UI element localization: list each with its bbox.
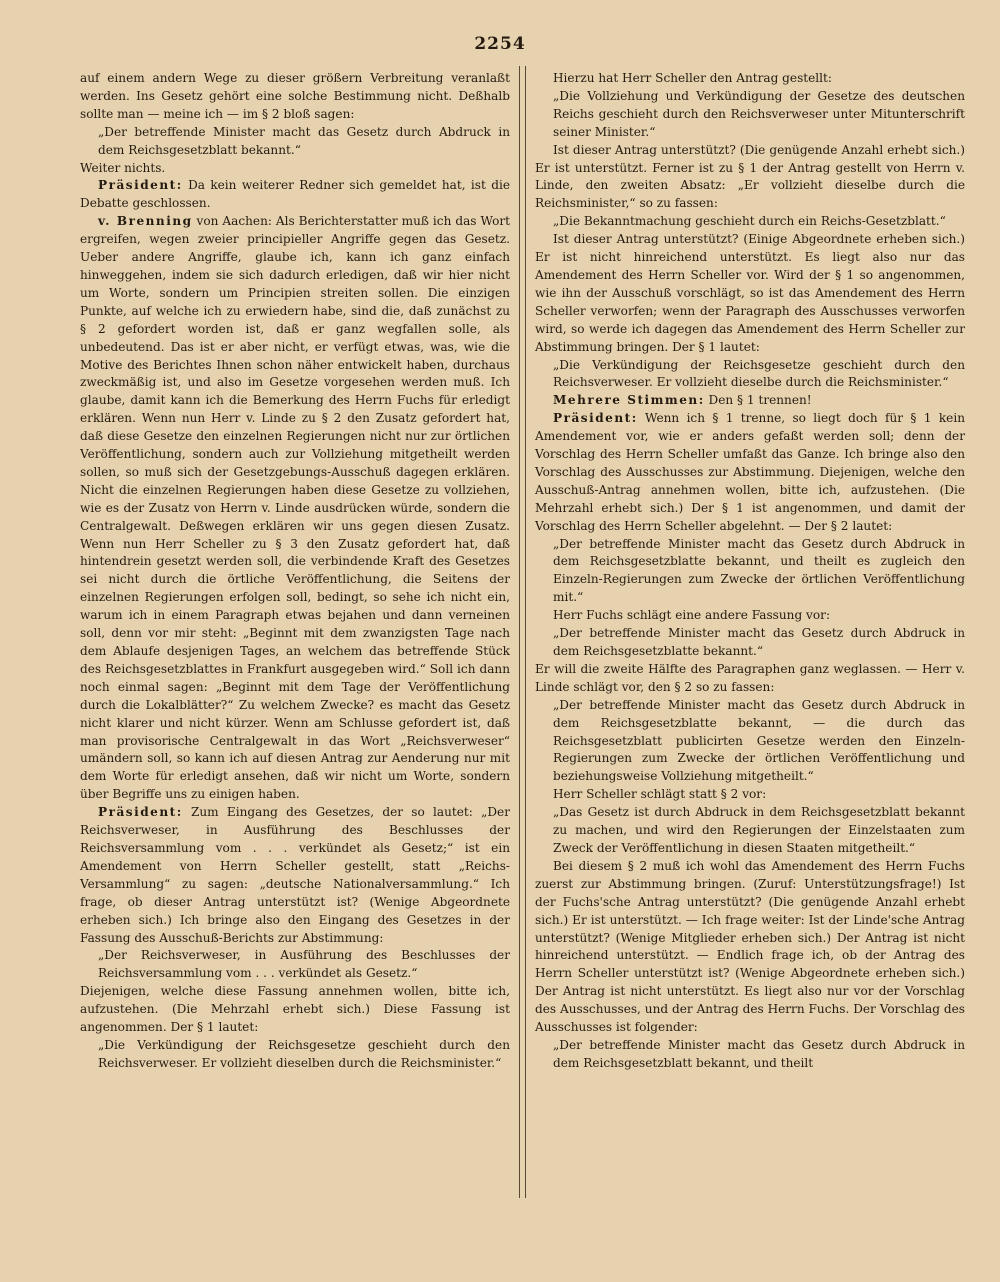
paragraph: Weiter nichts. — [80, 160, 166, 175]
speech — [535, 410, 965, 535]
paragraph: Ist dieser Antrag unterstützt? (Die genügende Anzahl erhebt sich.) Er ist unterstützt. Ferner ist zu § 1 der Antrag gestellt von Herrn v. Linde, den zweiten Absatz: „Er vollzieht dieselbe durch die Reichsminister,“ so zu fassen: — [535, 142, 965, 211]
quote: „Der betreffende Minister macht das Gesetz durch Abdruck in dem Reichsgesetzblatte bekannt, und theilt es zugleich den Einzeln-Regierungen zum Zwecke der örtlichen Veröffentlichung mit.“ — [553, 536, 965, 605]
speech — [535, 392, 965, 410]
speaker-name: Präsident: — [553, 411, 638, 426]
quote: „Das Gesetz ist durch Abdruck in dem Reichsgesetzblatt bekannt zu machen, und wird den Regierungen der Einzelstaaten zum Zweck der Veröffentlichung in diesen Staaten mitgetheilt.“ — [553, 805, 965, 855]
paragraph: Ist dieser Antrag unterstützt? (Einige Abgeordnete erheben sich.) Er ist nicht hinreichend unterstützt. Es liegt also nur das Amendement des Herrn Scheller vor. Wird der § 1 so angenommen, wie ihn der Ausschuß vorschlägt, so ist das Amendement des Herrn Scheller verworfen; wenn der Paragraph des Ausschusses verworfen wird, so werde ich dagegen das Amendement des Herrn Scheller zur Abstimmung bringen. Der § 1 lautet: — [535, 232, 965, 354]
quote: „Die Verkündigung der Reichsgesetze geschieht durch den Reichsverweser. Er vollzieht dieselben durch die Reichsminister.“ — [98, 1037, 510, 1070]
page-number: 2254 — [474, 34, 526, 54]
quote: „Der betreffende Minister macht das Gesetz durch Abdruck in dem Reichsgesetzblatt bekannt.“ — [98, 124, 510, 157]
column-divider — [519, 66, 526, 1198]
speech-text: Zum Eingang des Gesetzes, der so lautet: „Der Reichsverweser, in Ausführung des Beschlusses der Reichsversammlung vom . . . verkündet als Gesetz;“ ist ein Amendement von Herrn Scheller gestellt, statt „Reichs-Versammlung“ zu sagen: „deutsche Nationalversammlung.“ Ich frage, ob dieser Antrag unterstützt ist? (Wenige Abgeordnete erheben sich.) Ich bringe also den Eingang des Gesetzes in der Fassung des Ausschuß-Berichts zur Abstimmung: — [80, 805, 510, 945]
speech — [80, 177, 510, 213]
right-column — [535, 70, 965, 1073]
quote: „Die Bekanntmachung geschieht durch ein Reichs-Gesetzblatt.“ — [553, 214, 946, 229]
quote: „Der betreffende Minister macht das Gesetz durch Abdruck in dem Reichsgesetzblatt bekannt, und theilt — [553, 1037, 965, 1070]
quote: „Die Vollziehung und Verkündigung der Gesetze des deutschen Reichs geschieht durch den Reichsverweser unter Mitunterschrift seiner Minister.“ — [553, 88, 965, 139]
speech-text: Da kein weiterer Redner sich gemeldet hat, ist die Debatte geschlossen. — [80, 178, 510, 211]
quote: „Die Verkündigung der Reichsgesetze geschieht durch den Reichsverweser. Er vollzieht dieselbe durch die Reichsminister.“ — [553, 357, 965, 390]
speech-text: Wenn ich § 1 trenne, so liegt doch für § 1 kein Amendement vor, wie er anders gefaßt werden soll; denn der Vorschlag des Herrn Scheller umfaßt das Ganze. Ich bringe also den Vorschlag des Ausschusses zur Abstimmung. Diejenigen, welche den Ausschuß-Antrag annehmen wollen, bitte ich, aufzustehen. (Die Mehrzahl erhebt sich.) Der § 1 ist angenommen, und damit der Vorschlag des Herrn Scheller abgelehnt. — Der § 2 lautet: — [535, 411, 965, 533]
paragraph: Herr Fuchs schlägt eine andere Fassung vor: — [553, 608, 831, 623]
left-column — [80, 70, 510, 1073]
quote: „Der betreffende Minister macht das Gesetz durch Abdruck in dem Reichsgesetzblatte bekannt.“ — [553, 626, 965, 658]
paragraph: Diejenigen, welche diese Fassung annehmen wollen, bitte ich, aufzustehen. (Die Mehrzahl erhebt sich.) Diese Fassung ist angenommen. Der § 1 lautet: — [80, 984, 510, 1035]
speaker-name: Mehrere Stimmen: — [553, 393, 705, 408]
speech — [80, 213, 510, 804]
paragraph: Er will die zweite Hälfte des Paragraphen ganz weglassen. — Herr v. Linde schlägt vor, den § 2 so zu fassen: — [535, 661, 965, 694]
quote: „Der Reichsverweser, in Ausführung des Beschlusses der Reichsversammlung vom . . . verkündet als Gesetz.“ — [98, 948, 510, 981]
paragraph: Hierzu hat Herr Scheller den Antrag gestellt: — [553, 71, 832, 85]
quote: „Der betreffende Minister macht das Gesetz durch Abdruck in dem Reichsgesetzblatte bekannt, — die durch das Reichsgesetzblatt publicirten Gesetze werden den Einzeln-Regierungen zum Zwecke der örtlichen Veröffentlichung und beziehungsweise Vollziehung mitgetheilt.“ — [553, 697, 965, 784]
speaker-name: Präsident: — [98, 178, 183, 193]
speaker-name: Präsident: — [98, 805, 183, 820]
paragraph: Bei diesem § 2 muß ich wohl das Amendement des Herrn Fuchs zuerst zur Abstimmung bringen. (Zuruf: Unterstützungsfrage!) Ist der Fuchs'sche Antrag unterstützt? (Die genügende Anzahl erhebt sich.) Er ist unterstützt. — Ich frage weiter: Ist der Linde'sche Antrag unterstützt? (Wenige Mitglieder erheben sich.) Der Antrag ist nicht hinreichend unterstützt. — Endlich frage ich, ob der Antrag des Herrn Scheller unterstützt ist? (Wenige Abgeordnete erheben sich.) Der Antrag ist nicht unterstützt. Es liegt also nur vor der Vorschlag des Ausschusses, und der Antrag des Herrn Fuchs. Der Vorschlag des Ausschusses ist folgender: — [535, 858, 965, 1035]
speech — [80, 804, 510, 947]
paragraph: Herr Scheller schlägt statt § 2 vor: — [553, 787, 767, 802]
paragraph: auf einem andern Wege zu dieser größern Verbreitung veranlaßt werden. Ins Gesetz gehört eine solche Bestimmung nicht. Deßhalb sollte man — meine ich — im § 2 bloß sagen: — [80, 71, 510, 121]
speaker-name: v. Brenning — [98, 214, 193, 229]
speech-text: von Aachen: Als Berichterstatter muß ich das Wort ergreifen, wegen zweier principieller Angriffe gegen das Gesetz. Ueber andere Angriffe, glaube ich, kann ich ganz einfach hinweggehen, indem sie sich dadurch erledigen, daß wir hier nicht um Worte, sondern um Principien streiten sollen. Die einzigen Punkte, auf welche ich zu erwiedern habe, sind die, daß zunächst zu § 2 gefordert worden ist, daß er ganz wegfallen solle, als unbedeutend. Das ist er aber nicht, er verfügt etwas, was, wie die Motive des Berichtes Ihnen schon näher entwickelt haben, durchaus zweckmäßig ist, und also im Gesetze vorgesehen werden muß. Ich glaube, damit kann ich die Bemerkung des Herrn Fuchs für erledigt erklären. Wenn nun Herr v. Linde zu § 2 den Zusatz gefordert hat, daß diese Gesetze den einzelnen Regierungen nicht nur zur örtlichen Veröffentlichung, sondern auch zur Vollziehung mitgetheilt werden sollen, so muß sich der Gesetzgebungs-Ausschuß dagegen erklären. Nicht die einzelnen Regierungen haben diese Gesetze zu vollziehen, wie es der Zusatz von Herrn v. Linde ausdrücken würde, sondern die Centralgewalt. Deßwegen erklären wir uns gegen diesen Zusatz. Wenn nun Herr Scheller zu § 3 den Zusatz gefordert hat, daß hintendrein gesetzt werden soll, die verbindende Kraft des Gesetzes sei nicht durch die örtliche Veröffentlichung, die Seitens der einzelnen Regierungen erfolgen soll, bedingt, so sehe ich nicht ein, warum ich in einem Paragraph etwas bejahen und dann verneinen soll, denn vor mir steht: „Beginnt mit dem zwanzigsten Tage nach dem Ablaufe desjenigen Tages, an welchem das betreffende Stück des Reichsgesetzblattes in Frankfurt ausgegeben wird.“ Soll ich dann noch einmal sagen: „Beginnt mit dem Tage der Veröffentlichung durch die Lokalblätter?“ Zu welchem Zwecke? es macht das Gesetz nicht klarer und nicht kürzer. Wenn am Schlusse gefordert ist, daß man provisorische Centralgewalt in das Wort „Reichsverweser“ umändern soll, so kann ich auf diesen Antrag zur Aenderung nur mit dem Worte für erledigt ansehen, daß wir nicht um Worte, sondern über Begriffe uns zu einigen haben. — [80, 214, 510, 802]
speech-text: Den § 1 trennen! — [708, 393, 812, 408]
